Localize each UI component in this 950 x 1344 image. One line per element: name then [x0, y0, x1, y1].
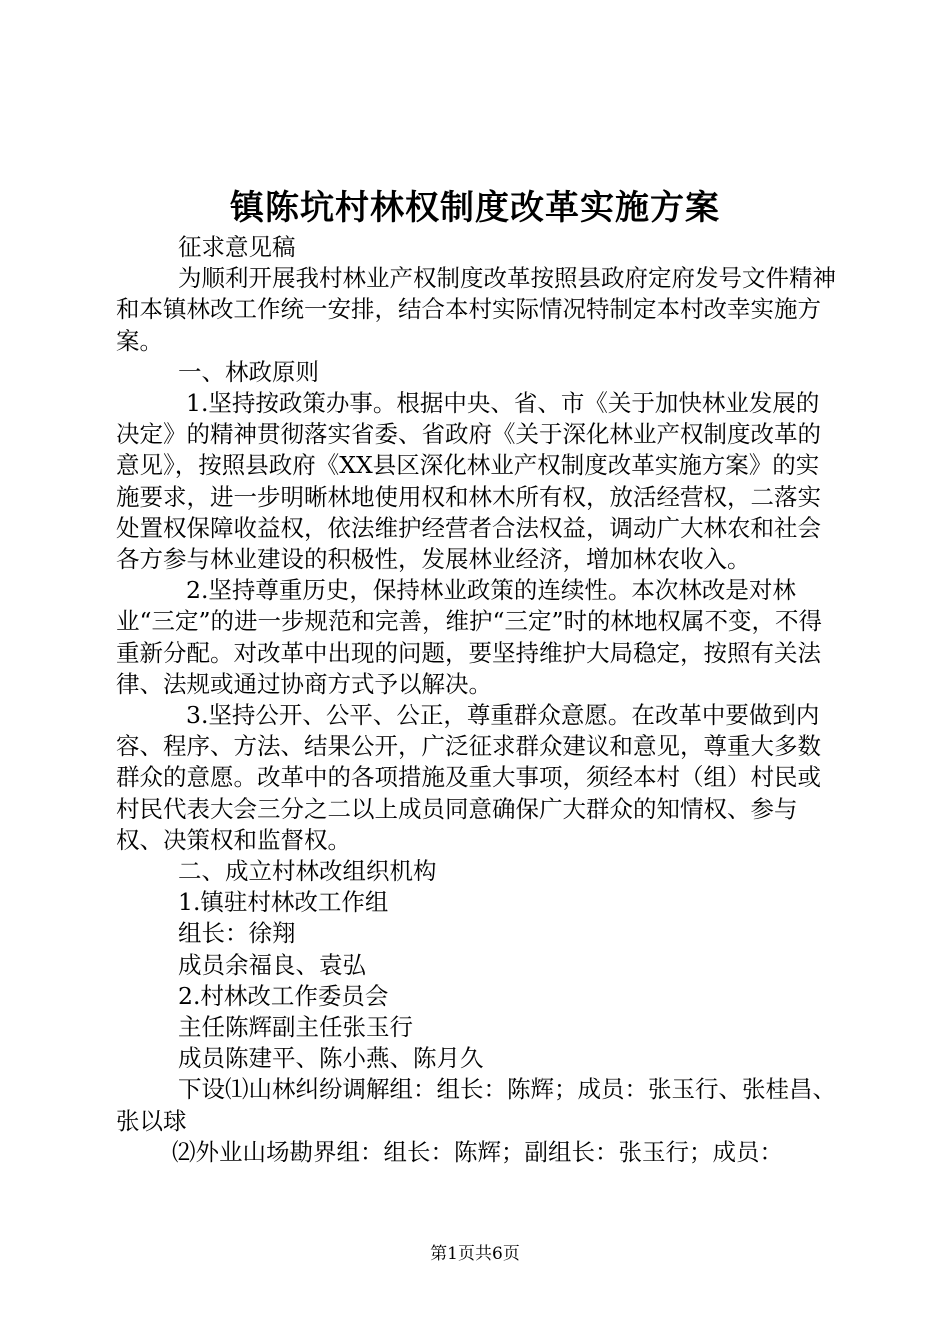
intro-paragraph: 为顺利开展我村林业产权制度改革按照县政府定府发号文件精神和本镇林改工作统一安排，结合本村实际情况特制定本村改幸实施方案。: [116, 264, 836, 355]
document-title: 镇陈坑村林权制度改革实施方案: [230, 188, 720, 228]
org-item-1: 1.镇驻村林改工作组: [178, 888, 389, 917]
document-body: [116, 232, 840, 1168]
section-heading-organization: 二、成立村林改组织机构: [178, 857, 437, 886]
draft-note: 征求意见稿: [178, 233, 296, 261]
page-footer: [0, 1242, 950, 1266]
principle-2: 2.坚持尊重历史，保持林业政策的连续性。本次林改是对林业“三定”的进一步规范和完善，维护“三定”时的林地权属不变，不得重新分配。对改革中出现的问题，要坚持维护大局稳定，按照有关法律、法规或通过协商方式予以解决。: [116, 576, 823, 698]
subgroup-2: ⑵外业山场勘界组：组长：陈辉；副组长：张玉行；成员：: [172, 1137, 783, 1166]
principle-3: 3.坚持公开、公平、公正，尊重群众意愿。在改革中要做到内容、程序、方法、结果公开，广泛征求群众建议和意见，尊重大多数群众的意愿。改革中的各项措施及重大事项，须经本村（组）村民或村民代表大会三分之二以上成员同意确保广大群众的知情权、参与权、决策权和监督权。: [116, 701, 821, 854]
principle-1: 1.坚持按政策办事。根据中央、省、市《关于加快林业发展的决定》的精神贯彻落实省委、省政府《关于深化林业产权制度改革的意见》，按照县政府《XX县区深化林业产权制度改革实施方案》的实施要求，进一步明晰林地使用权和林木所有权，放活经营权，二落实处置权保障收益权，依法维护经营者合法权益，调动广大林农和社会各方参与林业建设的积极性，发展林业经济，增加林农收入。: [116, 389, 821, 574]
org-members: 成员余福良、袁弘: [178, 950, 366, 979]
org-leader: 组长：徐翔: [178, 919, 296, 948]
committee-members: 成员陈建平、陈小燕、陈月久: [178, 1044, 484, 1073]
page-number: 第1页: [430, 1244, 475, 1264]
subgroup-1: 下设⑴山林纠纷调解组：组长：陈辉；成员：张玉行、张桂昌、张以球: [116, 1075, 836, 1135]
org-item-2: 2.村林改工作委员会: [178, 981, 389, 1010]
committee-directors: 主任陈辉副主任张玉行: [178, 1013, 413, 1042]
page-total: 共6页: [475, 1244, 520, 1264]
section-heading-principles: 一、林政原则: [178, 357, 319, 386]
